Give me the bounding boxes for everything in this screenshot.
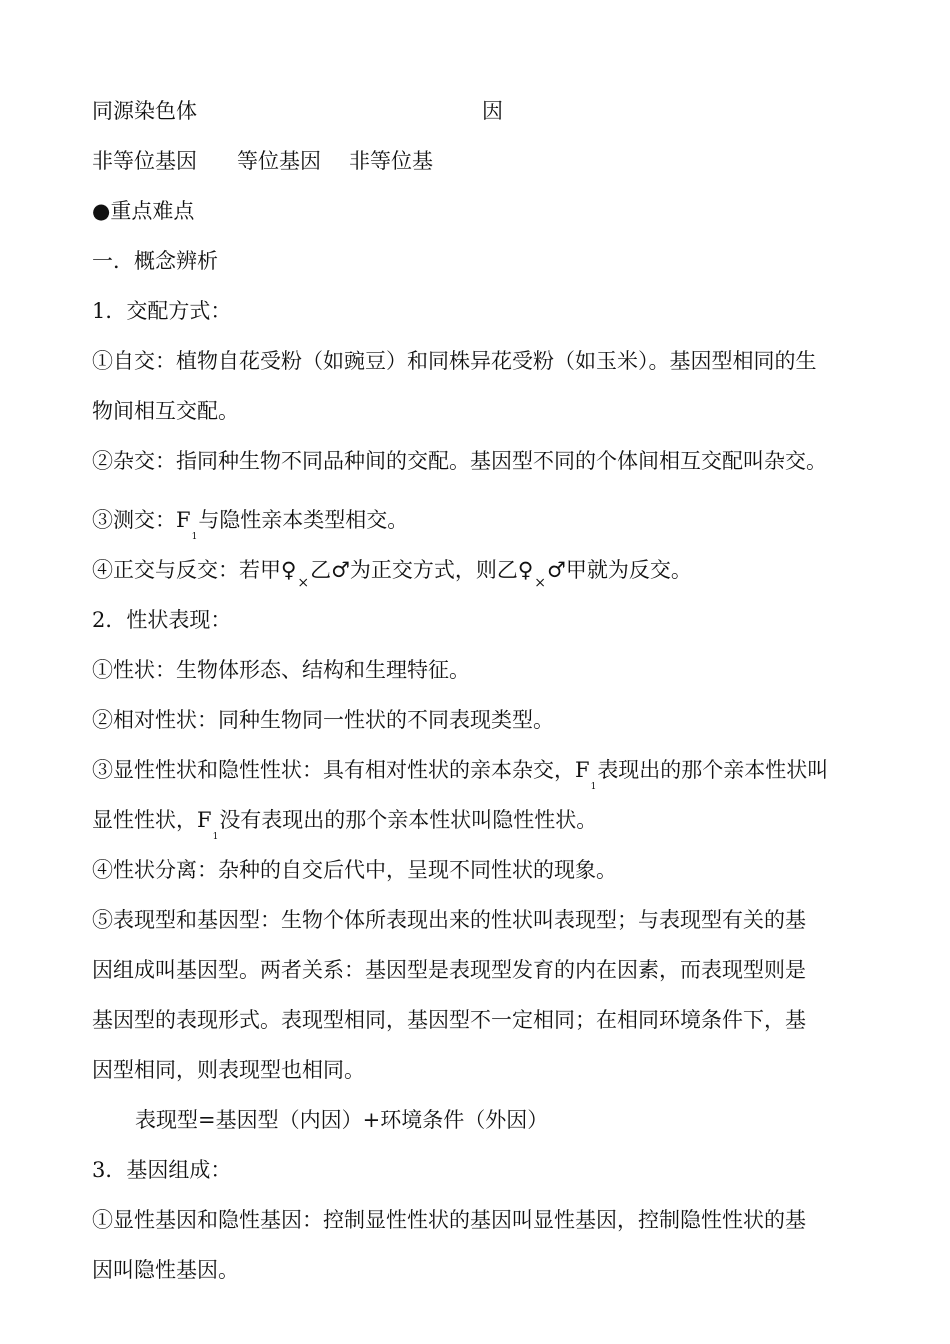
testcross-subscript: 1 [191, 532, 198, 542]
top-row2-c: 非等位基 [349, 149, 433, 173]
dominant-text-c: 显性性状，F [92, 808, 212, 832]
section1-title: 一．概念辨析 [92, 249, 218, 273]
reciprocal-text-b: 乙♂为正交方式，则乙♀ [310, 558, 534, 582]
trait-paragraph: ①性状：生物体形态、结构和生理特征。 [92, 658, 470, 682]
top-row2-b: 等位基因 [237, 149, 321, 173]
traits-title: 2．性状表现： [92, 608, 232, 632]
top-row-2 [92, 147, 433, 175]
relative-trait-paragraph: ②相对性状：同种生物同一性状的不同表现类型。 [92, 708, 554, 732]
dominant-subscript-2: 1 [212, 832, 219, 842]
phenotype-formula: 表现型=基因型（内因）+环境条件（外因） [135, 1108, 549, 1132]
phenotype-genotype-line-4: 因型相同，则表现型也相同。 [92, 1058, 365, 1082]
selfing-line-2: 物间相互交配。 [92, 399, 239, 423]
selfing-line-1: ①自交：植物自花受粉（如豌豆）和同株异花受粉（如玉米）。基因型相同的生 [92, 349, 817, 373]
testcross-paragraph [92, 506, 409, 542]
dominant-text-d: 没有表现出的那个亲本性状叫隐性性状。 [219, 808, 598, 832]
reciprocal-cross-paragraph [92, 556, 692, 591]
top-row2-a: 非等位基因 [92, 149, 197, 173]
reciprocal-text-c: ♂甲就为反交。 [547, 558, 692, 582]
dominant-text-b: 表现出的那个亲本性状叫 [597, 758, 829, 782]
testcross-text-a: ③测交：F [92, 508, 191, 532]
crossing-paragraph: ②杂交：指同种生物不同品种间的交配。基因型不同的个体间相互交配叫杂交。 [92, 449, 827, 473]
mating-title: 1．交配方式： [92, 299, 232, 323]
top-row-1 [92, 97, 503, 125]
top-row1-left: 同源染色体 [92, 99, 197, 123]
segregation-paragraph: ④性状分离：杂种的自交后代中，呈现不同性状的现象。 [92, 858, 617, 882]
phenotype-genotype-line-1: ⑤表现型和基因型：生物个体所表现出来的性状叫表现型；与表现型有关的基 [92, 908, 806, 932]
phenotype-genotype-line-2: 因组成叫基因型。两者关系：基因型是表现型发育的内在因素，而表现型则是 [92, 958, 806, 982]
dominant-text-a: ③显性性状和隐性性状：具有相对性状的亲本杂交，F [92, 758, 590, 782]
dominant-recessive-line-2 [92, 806, 598, 842]
top-row1-right: 因 [482, 99, 503, 123]
dominant-gene-line-1: ①显性基因和隐性基因：控制显性性状的基因叫显性基因，控制隐性性状的基 [92, 1208, 806, 1232]
reciprocal-text-a: ④正交与反交：若甲♀ [92, 558, 297, 582]
dominant-recessive-line-1 [92, 756, 829, 792]
cross-symbol-2: × [534, 575, 547, 591]
cross-symbol-1: × [297, 575, 310, 591]
testcross-text-b: 与隐性亲本类型相交。 [198, 508, 409, 532]
dominant-gene-line-2: 因叫隐性基因。 [92, 1258, 239, 1282]
gene-composition-title: 3．基因组成： [92, 1158, 232, 1182]
phenotype-genotype-line-3: 基因型的表现形式。表现型相同，基因型不一定相同；在相同环境条件下，基 [92, 1008, 806, 1032]
key-points-heading: ●重点难点 [92, 199, 195, 223]
dominant-subscript-1: 1 [590, 782, 597, 792]
